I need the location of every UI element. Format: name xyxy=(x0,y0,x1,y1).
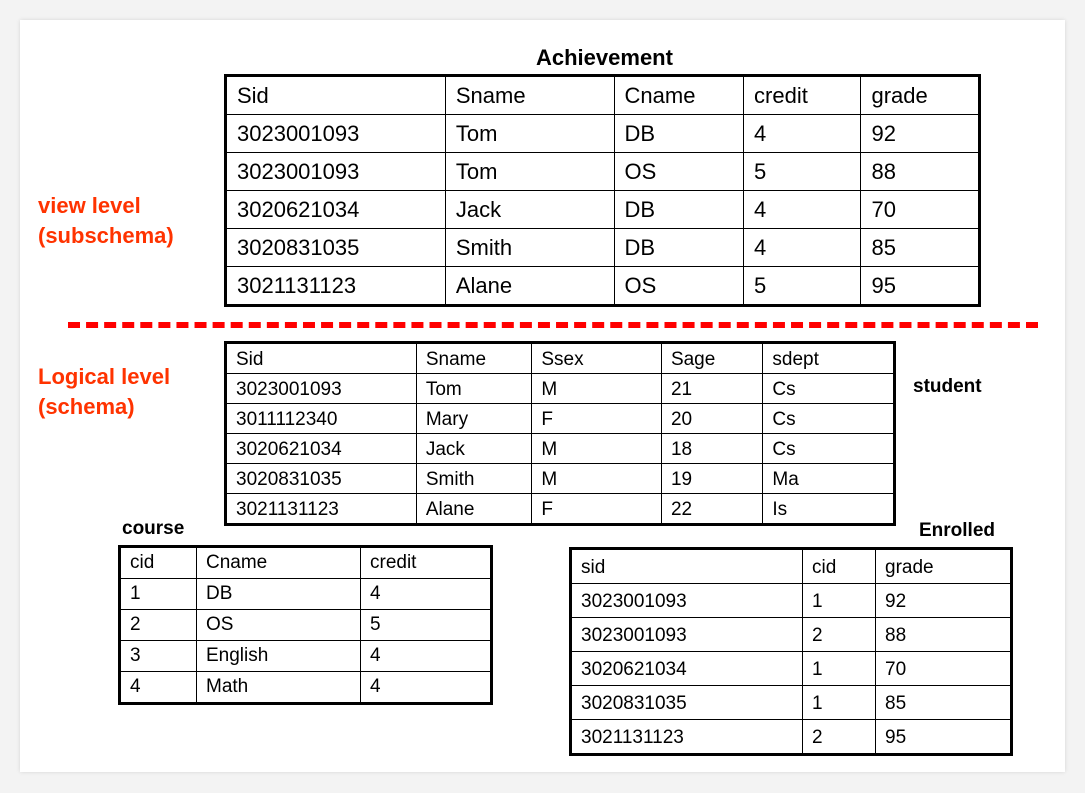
achievement-cell: 3023001093 xyxy=(226,153,446,191)
student-cell: 22 xyxy=(661,494,762,525)
student-cell: Tom xyxy=(416,374,532,404)
student-cell: 20 xyxy=(661,404,762,434)
enrolled-cell: 3020621034 xyxy=(571,652,803,686)
student-cell: Is xyxy=(763,494,895,525)
enrolled-cell: cid xyxy=(803,549,876,584)
student-cell: 3020831035 xyxy=(226,464,417,494)
view-level-line2: (subschema) xyxy=(38,223,174,248)
enrolled-cell: 3021131123 xyxy=(571,720,803,755)
achievement-title: Achievement xyxy=(536,45,673,70)
student-row xyxy=(226,374,895,404)
view-level-line1: view level xyxy=(38,193,141,218)
achievement-cell: DB xyxy=(614,115,744,153)
student-cell: Alane xyxy=(416,494,532,525)
course-title: course xyxy=(122,518,185,539)
course-cell: Math xyxy=(197,672,361,704)
student-cell: Ma xyxy=(763,464,895,494)
enrolled-row xyxy=(571,686,1012,720)
student-cell: Smith xyxy=(416,464,532,494)
student-cell: Cs xyxy=(763,374,895,404)
student-cell: F xyxy=(532,404,662,434)
student-row xyxy=(226,434,895,464)
enrolled-cell: sid xyxy=(571,549,803,584)
course-cell: OS xyxy=(197,610,361,641)
enrolled-header-row xyxy=(571,549,1012,584)
achievement-cell: 4 xyxy=(744,229,861,267)
enrolled-cell: 1 xyxy=(803,584,876,618)
achievement-cell: Sname xyxy=(445,76,614,115)
achievement-cell: credit xyxy=(744,76,861,115)
enrolled-cell: 92 xyxy=(876,584,1012,618)
enrolled-cell: 1 xyxy=(803,686,876,720)
student-title: student xyxy=(913,376,982,397)
logical-level-label xyxy=(38,362,170,422)
achievement-cell: Tom xyxy=(445,115,614,153)
student-cell: F xyxy=(532,494,662,525)
student-cell: Sname xyxy=(416,343,532,374)
student-cell: Ssex xyxy=(532,343,662,374)
course-cell: 1 xyxy=(120,579,197,610)
student-header-row xyxy=(226,343,895,374)
enrolled-cell: 1 xyxy=(803,652,876,686)
level-divider xyxy=(68,322,1038,328)
enrolled-cell: 3023001093 xyxy=(571,584,803,618)
student-cell: M xyxy=(532,464,662,494)
logical-level-line1: Logical level xyxy=(38,364,171,389)
enrolled-table xyxy=(569,547,1013,756)
course-header-row xyxy=(120,547,492,579)
course-cell: credit xyxy=(361,547,492,579)
enrolled-cell: grade xyxy=(876,549,1012,584)
achievement-row xyxy=(226,229,980,267)
achievement-cell: OS xyxy=(614,153,744,191)
achievement-cell: 70 xyxy=(861,191,980,229)
achievement-cell: 85 xyxy=(861,229,980,267)
course-cell: 4 xyxy=(361,672,492,704)
achievement-cell: OS xyxy=(614,267,744,306)
enrolled-cell: 95 xyxy=(876,720,1012,755)
achievement-cell: 3021131123 xyxy=(226,267,446,306)
course-cell: cid xyxy=(120,547,197,579)
student-cell: Cs xyxy=(763,404,895,434)
student-cell: Mary xyxy=(416,404,532,434)
enrolled-cell: 3023001093 xyxy=(571,618,803,652)
student-cell: Sage xyxy=(661,343,762,374)
achievement-cell: DB xyxy=(614,191,744,229)
achievement-cell: Sid xyxy=(226,76,446,115)
student-table xyxy=(224,341,896,526)
achievement-row xyxy=(226,267,980,306)
enrolled-cell: 88 xyxy=(876,618,1012,652)
achievement-cell: 3020621034 xyxy=(226,191,446,229)
course-cell: 4 xyxy=(361,641,492,672)
student-cell: 19 xyxy=(661,464,762,494)
achievement-header-row xyxy=(226,76,980,115)
achievement-cell: 92 xyxy=(861,115,980,153)
student-row xyxy=(226,494,895,525)
student-cell: 3021131123 xyxy=(226,494,417,525)
student-cell: 3020621034 xyxy=(226,434,417,464)
achievement-cell: Cname xyxy=(614,76,744,115)
achievement-row xyxy=(226,191,980,229)
achievement-cell: 4 xyxy=(744,191,861,229)
enrolled-cell: 2 xyxy=(803,720,876,755)
student-cell: M xyxy=(532,374,662,404)
enrolled-row xyxy=(571,618,1012,652)
enrolled-row xyxy=(571,720,1012,755)
student-cell: Jack xyxy=(416,434,532,464)
achievement-cell: 88 xyxy=(861,153,980,191)
student-row xyxy=(226,464,895,494)
enrolled-cell: 3020831035 xyxy=(571,686,803,720)
enrolled-row xyxy=(571,652,1012,686)
course-cell: 2 xyxy=(120,610,197,641)
achievement-cell: Alane xyxy=(445,267,614,306)
course-cell: 4 xyxy=(361,579,492,610)
achievement-cell: 5 xyxy=(744,153,861,191)
achievement-row xyxy=(226,115,980,153)
student-cell: M xyxy=(532,434,662,464)
student-cell: Cs xyxy=(763,434,895,464)
achievement-cell: Jack xyxy=(445,191,614,229)
logical-level-line2: (schema) xyxy=(38,394,135,419)
achievement-cell: Tom xyxy=(445,153,614,191)
student-row xyxy=(226,404,895,434)
course-table xyxy=(118,545,493,705)
course-row xyxy=(120,641,492,672)
course-row xyxy=(120,610,492,641)
enrolled-cell: 70 xyxy=(876,652,1012,686)
achievement-cell: grade xyxy=(861,76,980,115)
achievement-row xyxy=(226,153,980,191)
achievement-cell: 4 xyxy=(744,115,861,153)
achievement-table xyxy=(224,74,981,307)
student-cell: 18 xyxy=(661,434,762,464)
achievement-cell: DB xyxy=(614,229,744,267)
course-cell: 3 xyxy=(120,641,197,672)
course-row xyxy=(120,579,492,610)
course-cell: DB xyxy=(197,579,361,610)
enrolled-row xyxy=(571,584,1012,618)
enrolled-cell: 2 xyxy=(803,618,876,652)
student-cell: Sid xyxy=(226,343,417,374)
student-cell: sdept xyxy=(763,343,895,374)
view-level-label xyxy=(38,191,174,251)
course-row xyxy=(120,672,492,704)
achievement-cell: 95 xyxy=(861,267,980,306)
enrolled-cell: 85 xyxy=(876,686,1012,720)
course-cell: 5 xyxy=(361,610,492,641)
achievement-cell: Smith xyxy=(445,229,614,267)
achievement-cell: 3023001093 xyxy=(226,115,446,153)
course-cell: Cname xyxy=(197,547,361,579)
enrolled-title: Enrolled xyxy=(919,520,996,541)
student-cell: 3011112340 xyxy=(226,404,417,434)
achievement-cell: 5 xyxy=(744,267,861,306)
student-cell: 21 xyxy=(661,374,762,404)
course-cell: 4 xyxy=(120,672,197,704)
student-cell: 3023001093 xyxy=(226,374,417,404)
course-cell: English xyxy=(197,641,361,672)
achievement-cell: 3020831035 xyxy=(226,229,446,267)
